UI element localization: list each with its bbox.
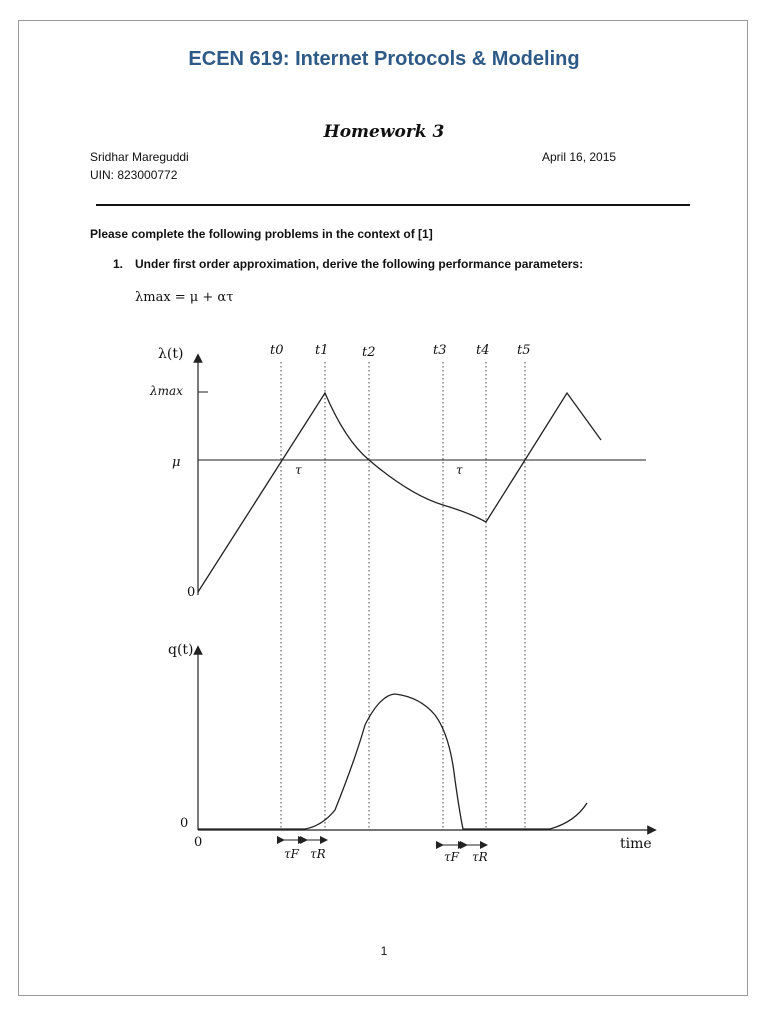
- tau-label-2: τ: [456, 463, 463, 477]
- problem-text: Under first order approximation, derive the following performance parameters:: [135, 257, 584, 271]
- homework-title: Homework 3: [323, 122, 445, 142]
- date: April 16, 2015: [542, 150, 617, 164]
- t3-label: t3: [433, 343, 447, 358]
- tau-f-label-1: τF: [284, 847, 299, 861]
- document-title: ECEN 619: Internet Protocols & Modeling: [188, 48, 580, 70]
- queue-curve: [198, 694, 587, 829]
- tau-r-label-2: τR: [472, 850, 488, 864]
- tau-f-label-2: τF: [444, 850, 459, 864]
- time-axis-label: time: [620, 836, 652, 852]
- lambda-max-label: λmax: [150, 384, 183, 398]
- author-name: Sridhar Mareguddi: [90, 150, 189, 164]
- page-number: 1: [380, 944, 388, 958]
- t0-label: t0: [270, 343, 284, 358]
- lambda-y-label: λ(t): [158, 346, 184, 362]
- t5-label: t5: [517, 343, 531, 358]
- tau-label-1: τ: [295, 463, 302, 477]
- problem-number: 1.: [113, 257, 124, 271]
- q-y-label: q(t): [168, 642, 194, 658]
- mu-label: μ: [172, 455, 181, 470]
- equation: λmax = μ + ατ: [135, 290, 234, 305]
- intro-text: Please complete the following problems in the context of [1]: [90, 227, 433, 241]
- t4-label: t4: [476, 343, 490, 358]
- q-zero-x-label: 0: [194, 835, 203, 850]
- lambda-plot: [149, 343, 646, 830]
- uin: UIN: 823000772: [90, 168, 178, 182]
- lambda-zero-label: 0: [187, 585, 196, 600]
- q-zero-y-label: 0: [180, 816, 189, 831]
- t1-label: t1: [315, 343, 329, 358]
- tau-r-label-1: τR: [310, 847, 326, 861]
- lambda-curve: [198, 393, 601, 592]
- queue-plot: [168, 642, 652, 864]
- t2-label: t2: [362, 345, 376, 360]
